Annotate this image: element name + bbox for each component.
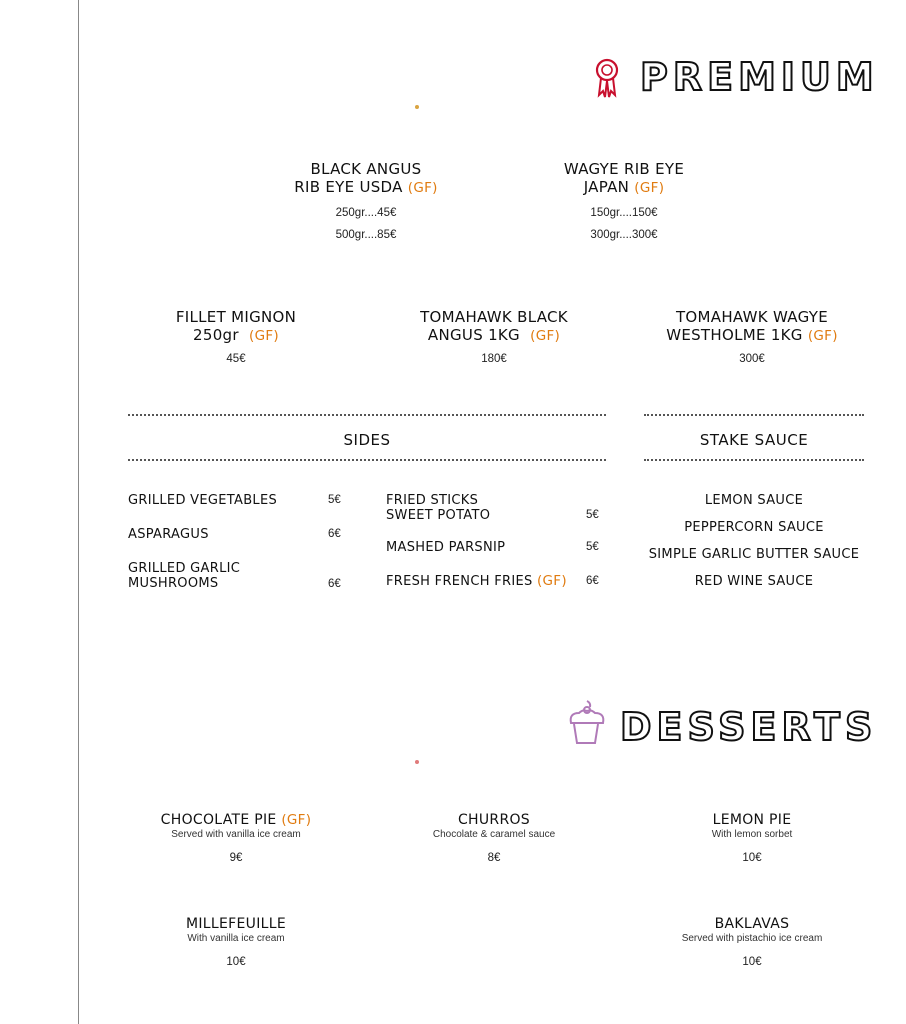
side-price: 6€	[328, 578, 341, 590]
side-price: 6€	[328, 528, 341, 540]
dessert-name: CHURROS	[457, 812, 530, 828]
item-name-line1: FILLET MIGNON	[175, 308, 297, 326]
side-item-line1: GRILLED GARLIC	[128, 561, 241, 576]
dessert-name: BAKLAVAS	[714, 916, 790, 932]
sauce-title: STAKE SAUCE	[699, 431, 809, 449]
side-price: 5€	[586, 509, 599, 521]
dessert-name: LEMON PIE	[712, 812, 792, 828]
gf-badge: (GF)	[536, 573, 567, 589]
item-name-line2: WESTHOLME 1KG (GF)	[666, 326, 838, 344]
desserts-heading: DESSERTS	[620, 705, 878, 749]
side-item-french-fries: FRESH FRENCH FRIES (GF)	[386, 573, 567, 589]
dessert-desc: Served with pistachio ice cream	[681, 933, 823, 944]
item-name-line2: 250gr (GF)	[193, 326, 279, 344]
gf-badge: (GF)	[249, 328, 279, 344]
side-item-line2: MUSHROOMS	[128, 576, 219, 591]
dessert-price: 10€	[742, 956, 762, 968]
item-name-line1: BLACK ANGUS	[310, 160, 422, 178]
side-price: 5€	[586, 541, 599, 553]
dessert-price: 10€	[742, 852, 762, 864]
premium-item-tomahawk-wagye	[632, 308, 872, 365]
side-item-line2: SWEET POTATO	[386, 508, 491, 523]
ribbon-award-icon	[592, 57, 622, 106]
cupcake-icon	[565, 697, 607, 752]
sauce-item: PEPPERCORN SAUCE	[684, 520, 824, 535]
gf-badge: (GF)	[530, 328, 561, 344]
item-name-line1: TOMAHAWK BLACK	[420, 308, 568, 326]
item-name-line2: JAPAN (GF)	[583, 178, 665, 196]
dessert-name: CHOCOLATE PIE (GF)	[160, 812, 312, 828]
side-price: 6€	[586, 575, 599, 587]
item-price: 150gr....150€	[590, 207, 658, 219]
dessert-desc: Served with vanilla ice cream	[171, 829, 301, 840]
dessert-item-baklavas	[642, 915, 862, 968]
premium-item-wagye-rib-eye	[514, 160, 734, 241]
side-item-asparagus: ASPARAGUS	[128, 527, 209, 542]
sauce-top-divider	[644, 414, 864, 416]
dessert-price: 10€	[226, 956, 246, 968]
dessert-item-lemon-pie	[642, 811, 862, 864]
premium-item-fillet-mignon	[126, 308, 346, 365]
dessert-name: MILLEFEUILLE	[186, 916, 286, 932]
item-name-line2: ANGUS 1KG (GF)	[427, 326, 561, 344]
item-price: 300€	[739, 353, 765, 365]
dessert-desc: With vanilla ice cream	[187, 933, 285, 944]
decorative-dot	[415, 105, 419, 109]
sides-top-divider	[128, 414, 606, 416]
sauce-bottom-divider	[644, 459, 864, 461]
item-price: 500gr....85€	[335, 229, 397, 241]
dessert-item-chocolate-pie	[126, 811, 346, 864]
side-price: 5€	[328, 494, 341, 506]
side-item-mashed-parsnip: MASHED PARSNIP	[386, 540, 506, 555]
item-price: 45€	[226, 353, 246, 365]
left-margin-panel	[0, 0, 79, 1024]
side-item-grilled-garlic-mushrooms	[128, 561, 240, 591]
sauce-item: SIMPLE GARLIC BUTTER SAUCE	[648, 547, 860, 562]
dessert-item-millefeuille	[126, 915, 346, 968]
sides-title: SIDES	[343, 431, 391, 449]
dessert-desc: With lemon sorbet	[711, 829, 793, 840]
item-name-line1: TOMAHAWK WAGYE	[675, 308, 829, 326]
item-name-line2: RIB EYE USDA (GF)	[294, 178, 438, 196]
sauce-item: RED WINE SAUCE	[694, 574, 814, 589]
gf-badge: (GF)	[807, 328, 838, 344]
dessert-price: 9€	[229, 852, 243, 864]
premium-heading: PREMIUM	[640, 55, 879, 99]
item-price: 250gr....45€	[335, 207, 397, 219]
item-price: 300gr....300€	[590, 229, 658, 241]
premium-item-tomahawk-black-angus	[384, 308, 604, 365]
side-item-sweet-potato	[386, 493, 490, 523]
item-price: 180€	[481, 353, 507, 365]
item-name-line1: WAGYE RIB EYE	[563, 160, 685, 178]
dessert-desc: Chocolate & caramel sauce	[432, 829, 556, 840]
gf-badge: (GF)	[281, 812, 312, 828]
dessert-price: 8€	[487, 852, 501, 864]
sides-bottom-divider	[128, 459, 606, 461]
side-item-grilled-vegetables: GRILLED VEGETABLES	[128, 493, 278, 508]
dessert-item-churros	[384, 811, 604, 864]
gf-badge: (GF)	[634, 180, 665, 196]
gf-badge: (GF)	[407, 180, 438, 196]
decorative-dot	[415, 760, 419, 764]
sauce-item: LEMON SAUCE	[704, 493, 804, 508]
premium-item-black-angus	[256, 160, 476, 241]
side-item-line1: FRIED STICKS	[386, 493, 479, 508]
